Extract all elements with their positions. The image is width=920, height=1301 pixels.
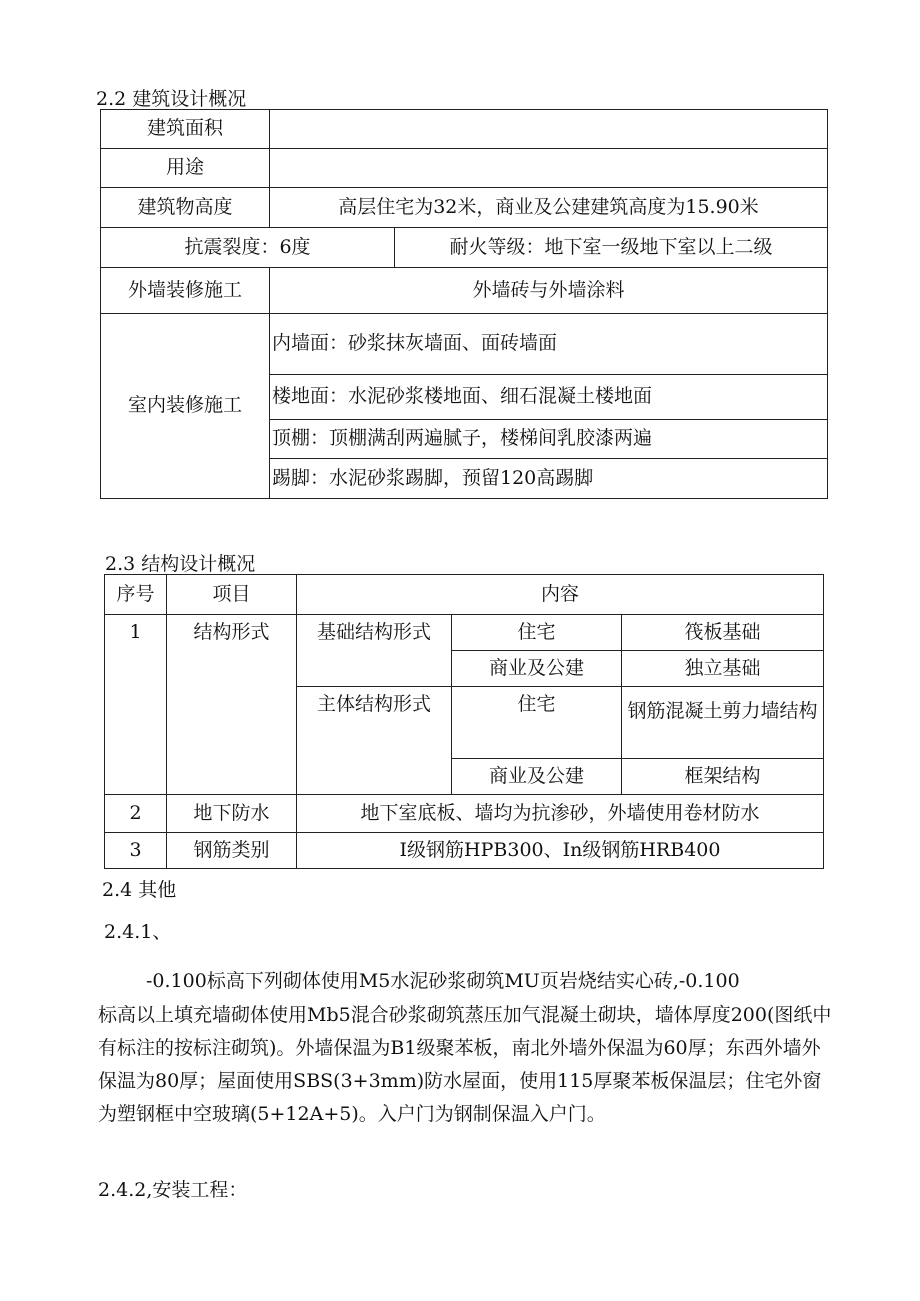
section-2-4-heading: 2.4 其他: [102, 879, 177, 901]
paragraph-body: 标高以上填充墙砌体使用Mb5混合砂浆砌筑蒸压加气混凝土砌块，墙体厚度200(图纸中有标注的按标注砌筑)。外墙保温为B1级聚苯板，南北外墙外保温为60厚；东西外墙外保温为80厚；屋面使用SBS(3+3mm)防水屋面，使用115厚聚苯板保温层；住宅外窗为塑钢框中空玻璃(5+12A+5)。入户门为钢制保温入户门。: [98, 1004, 832, 1125]
main-structure-label: 主体结构形式: [297, 687, 452, 795]
interior-label: 室内装修施工: [101, 314, 270, 499]
section-2-3-heading: 2.3 结构设计概况: [105, 553, 256, 575]
main-structure-type: 商业及公建: [452, 759, 622, 795]
row-2-item: 地下防水: [167, 795, 297, 833]
building-design-table: [100, 109, 828, 499]
interior-item: 内墙面：砂浆抹灰墙面、面砖墙面: [270, 314, 828, 375]
row-1-no: 1: [105, 615, 167, 795]
height-label: 建筑物高度: [101, 188, 270, 228]
use-value: [270, 149, 828, 188]
foundation-type: 商业及公建: [452, 651, 622, 687]
interior-item: 踢脚：水泥砂浆踢脚，预留120高踢脚: [270, 459, 828, 499]
row-3-no: 3: [105, 833, 167, 869]
seismic-intensity: 抗震裂度：6度: [101, 228, 395, 268]
area-label: 建筑面积: [101, 110, 270, 149]
section-2-2-heading: 2.2 建筑设计概况: [96, 88, 247, 110]
exterior-value: 外墙砖与外墙涂料: [270, 268, 828, 314]
main-structure-form: 框架结构: [622, 759, 824, 795]
exterior-label: 外墙装修施工: [101, 268, 270, 314]
header-item: 项目: [167, 575, 297, 615]
row-1-item: 结构形式: [167, 615, 297, 795]
height-value: 高层住宅为32米，商业及公建建筑高度为15.90米: [270, 188, 828, 228]
paragraph-first-line: -0.100标高下列砌体使用M5水泥砂浆砌筑MU页岩烧结实心砖,-0.100: [146, 970, 740, 992]
row-2-no: 2: [105, 795, 167, 833]
header-content: 内容: [297, 575, 824, 615]
row-3-content: I级钢筋HPB300、In级钢筋HRB400: [297, 833, 824, 869]
subsection-2-4-1: 2.4.1、: [104, 921, 172, 943]
foundation-label: 基础结构形式: [297, 615, 452, 687]
subsection-2-4-2: 2.4.2,安装工程：: [98, 1179, 248, 1201]
foundation-type: 住宅: [452, 615, 622, 651]
foundation-form: 独立基础: [622, 651, 824, 687]
fire-rating: 耐火等级：地下室一级地下室以上二级: [395, 228, 828, 268]
foundation-form: 筏板基础: [622, 615, 824, 651]
interior-item: 楼地面：水泥砂浆楼地面、细石混凝土楼地面: [270, 375, 828, 420]
row-2-content: 地下室底板、墙均为抗渗砂，外墙使用卷材防水: [297, 795, 824, 833]
main-structure-type: 住宅: [452, 687, 622, 759]
main-structure-form: 钢筋混凝土剪力墙结构: [622, 687, 824, 759]
area-value: [270, 110, 828, 149]
header-no: 序号: [105, 575, 167, 615]
structure-design-table: [104, 574, 824, 869]
use-label: 用途: [101, 149, 270, 188]
row-3-item: 钢筋类别: [167, 833, 297, 869]
interior-item: 顶棚：顶棚满刮两遍腻子，楼梯间乳胶漆两遍: [270, 420, 828, 459]
